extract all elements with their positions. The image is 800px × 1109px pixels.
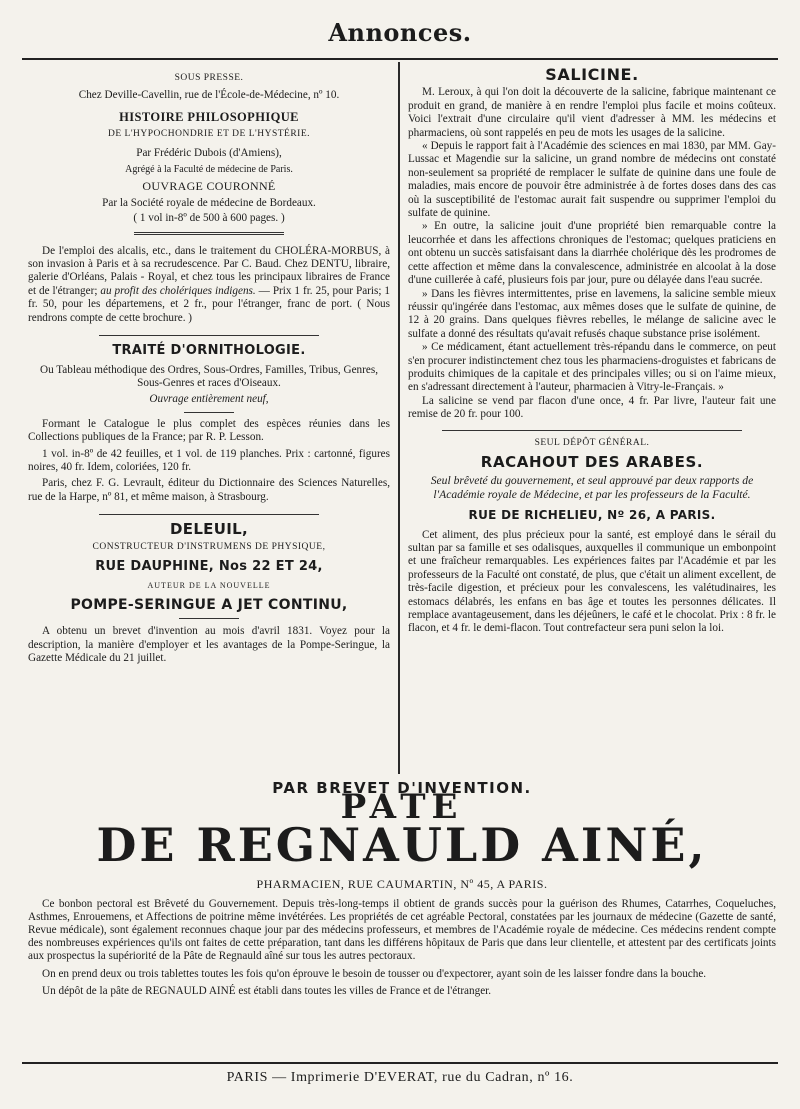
pate-heading: PATE [340,787,464,828]
traite-formant: Formant le Catalogue le plus complet des espèces réunies dans les Collections publiques de la France; par R. P. Lesson. [28,417,390,444]
alcalis-italic: au profit des cholériques indigens. [100,284,256,297]
racahout-subtitle: Seul brêveté du gouvernement, et seul approuvé par deux rapports de l'Académie royale de Médecine, et par les professeurs de la Faculté. [430,474,754,501]
traite-title: TRAITÉ D'ORNITHOLOGIE. [112,343,306,359]
separator [99,335,319,336]
separator [134,232,284,235]
histoire-subtitle: DE L'HYPOCHONDRIE ET DE L'HYSTÉRIE. [107,129,311,140]
traite-entierement: Ouvrage entièrement neuf, [149,393,269,406]
dauphine-address: RUE DAUPHINE, Nos 22 ET 24, [95,558,323,574]
regnauld-address: PHARMACIEN, RUE CAUMARTIN, Nº 45, A PARIS. [256,877,548,892]
volume-line: ( 1 vol in-8º de 500 à 600 pages. ) [133,212,285,225]
author-line: Par Frédéric Dubois (d'Amiens), [136,146,282,159]
regnauld-paragraph-3: Un dépôt de la pâte de REGNAULD AINÉ est établi dans toutes les villes de France et de l'étranger. [42,984,492,997]
separator [179,618,239,619]
left-column [28,62,390,665]
salicine-paragraph-1: M. Leroux, à qui l'on doit la découverte de la salicine, fabrique maintenant ce produit en grand, de manière à en rendre l'emploi plus facile et moins coûteux. Voici l'extrait d'une circulaire qu'il vient d'adresser à MM. les médecins et pharmaciens, où sont rappelés en peu de mots les usages de la salicine. [408,86,776,139]
racahout-title: RACAHOUT DES ARABES. [480,452,704,471]
agrege-line: Agrégé à la Faculté de médecine de Paris. [125,164,293,176]
couronne-line: OUVRAGE COURONNÉ [142,179,276,194]
pompe-title: POMPE-SERINGUE A JET CONTINU, [70,596,348,613]
salicine-paragraph-6: La salicine se vend par flacon d'une once, 4 fr. Par livre, l'auteur fait une remise de 20 fr. pour 100. [408,394,776,421]
alcalis-text-1: De l'emploi des alcalis, etc., dans le traitement du CHOLÉRA-MORBUS, à son invasion à Paris et à sa recrudescence. Par C. Baud. Chez DENTU, libraire, galerie d'Orléans, Palais - Royal, et chez tous les principaux libraires de France et de l'étranger; [28,244,390,297]
brevet-heading: PAR BREVET D'INVENTION. [272,779,532,797]
alcalis-text-2: — Prix 1 fr. 25, pour Paris; 1 fr. 50, pour les départemens, et 2 fr., pour l'étranger, franc de port. ( Nous rendrons compte de cette brochure. ) [28,284,391,324]
salicine-paragraph-2: « Depuis le rapport fait à l'Académie des sciences en mai 1830, par MM. Gay-Lussac et Magendie sur la salicine, un grand nombre de médecins ont constaté non-seulement sa propriété de remplacer le sulfate de quinine dans une foule de maladies, mais encore de pouvoir être administrée à de fortes doses dans des cas où la susceptibilité de l'estomac aurait fait suspendre ou supprimer l'emploi du sulfate de quinine. [408,140,776,220]
racahout-text: Cet aliment, des plus précieux pour la santé, est employé dans le sérail du sultan par sa famille et ses odalisques, auxquelles il communique un embonpoint et une fraîcheur remarquables. Les expériences faites par l'Académie et par les professeurs de la Faculté ont constaté, de plus, que c'était un aliment excellent, de très-facile digestion, et précieux pour les convalescens, les valétudinaires, les estomacs délabrés, les enfans en bas âge et toutes les personnes délicates. Il remplace avantageusement, dans les déjeûners, le café et le chocolat. Prix : 8 fr. le flacon, et 4 fr. le demi-flacon. Tout contrefacteur sera puni selon la loi. [408,528,776,635]
auteur-nouvelle: AUTEUR DE LA NOUVELLE [147,581,271,591]
richelieu-address: RUE DE RICHELIEU, Nº 26, A PARIS. [468,508,716,523]
separator [99,514,319,515]
traite-prix: 1 vol. in-8º de 42 feuilles, et 1 vol. de 119 planches. Prix : cartonné, figures noires, 40 fr. Idem, coloriées, 120 fr. [28,447,390,473]
salicine-paragraph-3: » En outre, la salicine jouit d'une propriété bien remarquable contre la leucorrhée et dans les affections chroniques de l'estomac; quelques praticiens en ont obtenu un succès satisfaisant dans la diarrhée cholérique dès les prodromes de cette affection et même dans la convalescence, administrée en alcoolat à la dose d'une cuillerée à café, plusieurs fois par jour, pure ou délayée dans l'eau sucrée. [408,220,776,287]
deleuil-subtitle: CONSTRUCTEUR D'INSTRUMENS DE PHYSIQUE, [92,541,326,552]
masthead: Annonces. [328,18,472,47]
salicine-title: SALICINE. [545,65,639,84]
alcalis-paragraph [28,245,390,325]
regnauld-paragraph-2: On en prend deux ou trois tablettes toutes les fois qu'on éprouve le besoin de tousser ou d'expectorer, ayant soin de les laisser fondre dans la bouche. [42,967,707,980]
histoire-title: HISTOIRE PHILOSOPHIQUE [119,109,299,124]
separator [442,430,742,431]
separator [184,412,234,413]
deleuil-title: DELEUIL, [170,520,248,539]
printer-footer: PARIS — Imprimerie D'EVERAT, rue du Cadran, nº 16. [226,1070,574,1085]
regnauld-paragraph-1: Ce bonbon pectoral est Brêveté du Gouvernement. Depuis très-long-temps il obtient de grands succès pour la guérison des Rhumes, Catarrhes, Coqueluches, Asthmes, Enrouemens, et Affections de poitrine même invétérées. Les propriétés de cet agréable Pectoral, constatées par les journaux de médecine (Gazette de santé, Revue médicale), sont également reconnues chaque jour par des médecins professeurs, et membres de l'Académie royale de médecine. Ces médecins rendent compte des nombreuses expériences qu'ils ont faites de cette préparation, tant dans les différens hôpitaux de Paris que dans leur clientelle, et attestent par des certificats joints aux prospectus la supériorité de la Pâte de Regnauld aîné sur tous les autres pectoraux. [28,897,776,963]
sous-presse-label: SOUS PRESSE. [174,73,244,83]
societe-line: Par la Société royale de médecine de Bordeaux. [102,196,316,209]
top-rule [22,58,778,60]
right-column [408,62,776,636]
traite-description: Ou Tableau méthodique des Ordres, Sous-Ordres, Familles, Tribus, Genres, Sous-Genres et races d'Oiseaux. [39,363,378,389]
salicine-paragraph-5: » Ce médicament, étant actuellement très-répandu dans le commerce, on peut s'en procurer indistinctement chez tous les pharmaciens-droguistes et fabricans de produits chimiques de la capitale et des principales villes; ou si on l'aime mieux, en s'adressant directement à l'auteur, pharmacien à Vitry-le-Français. » [408,341,776,394]
editor-line: Chez Deville-Cavellin, rue de l'École-de-Médecine, nº 10. [78,89,340,102]
column-divider [398,62,400,774]
regnauld-heading: DE REGNAULD AINÉ, [96,818,708,873]
depot-label: SEUL DÉPÔT GÉNÉRAL. [534,437,650,448]
salicine-paragraph-4: » Dans les fièvres intermittentes, prise en lavemens, la salicine semble mieux réussir qu'ingérée dans l'estomac, aux mêmes doses que le sulfate de quinine, de 12 à 20 grains. Dans quelques fièvres rebelles, le mélange de salicine avec le sulfate a donné des résultats qu'avait refusés chaque substance prise isolément. [408,287,776,340]
traite-levrault: Paris, chez F. G. Levrault, éditeur du Dictionnaire des Sciences Naturelles, rue de la Harpe, nº 81, et même maison, à Strasbourg. [28,477,390,503]
brevet-text: A obtenu un brevet d'invention au mois d'avril 1831. Voyez pour la description, la manière d'employer et les avantages de la Pompe-Seringue, la Gazette Médicale du 21 juillet. [28,625,390,664]
regnauld-advert [28,779,776,998]
footer-rule [22,1062,778,1064]
